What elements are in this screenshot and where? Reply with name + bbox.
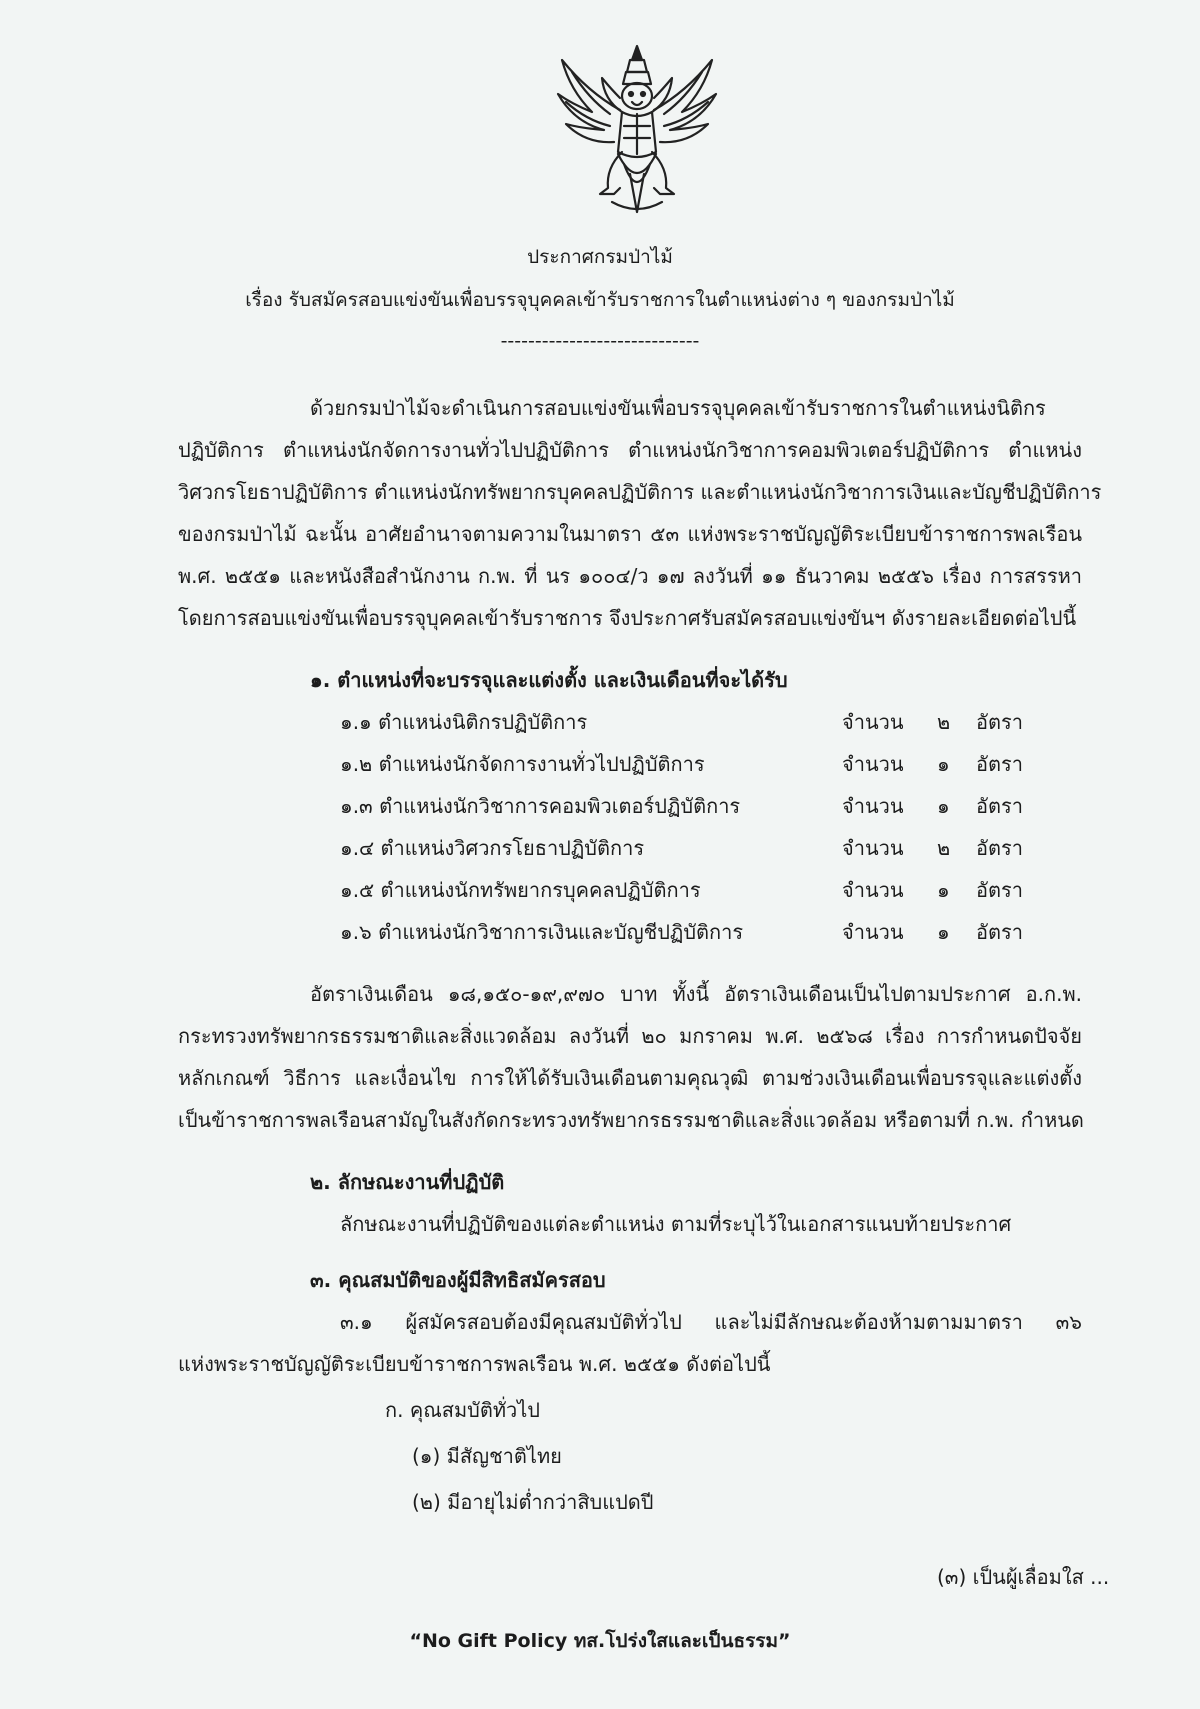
section-3-line: แห่งพระราชบัญญัติระเบียบข้าราชการพลเรือน พ.ศ. ๒๕๕๑ ดังต่อไปนี้ [178,1352,771,1376]
section-3-line: ๓.๑ ผู้สมัครสอบต้องมีคุณสมบัติทั่วไป และไม่มีลักษณะต้องห้ามตามมาตรา ๓๖ [340,1310,1082,1334]
position-rate: อัตรา [976,878,1023,902]
position-unit: จำนวน [842,710,904,734]
salary-line: กระทรวงทรัพยากรธรรมชาติและสิ่งแวดล้อม ลงวันที่ ๒๐ มกราคม พ.ศ. ๒๕๖๘ เรื่อง การกำหนดปัจจัย [178,1024,1082,1048]
intro-line: โดยการสอบแข่งขันเพื่อบรรจุบุคคลเข้ารับราชการ จึงประกาศรับสมัครสอบแข่งขันฯ ดังรายละเอียดต่อไปนี้ [178,606,1077,630]
garuda-emblem-icon [552,42,722,217]
position-row [340,874,1030,904]
section-3-heading: ๓. คุณสมบัติของผู้มีสิทธิสมัครสอบ [310,1268,606,1292]
title-divider: ----------------------------- [500,330,700,352]
section-2-heading: ๒. ลักษณะงานที่ปฏิบัติ [310,1170,505,1194]
intro-line: พ.ศ. ๒๕๕๑ และหนังสือสำนักงาน ก.พ. ที่ นร ๑๐๐๔/ว ๑๗ ลงวันที่ ๑๑ ธันวาคม ๒๕๕๖ เรื่อง การสรรหา [178,564,1082,588]
position-name: ๑.๒ ตำแหน่งนักจัดการงานทั่วไปปฏิบัติการ [340,752,705,776]
intro-line: วิศวกรโยธาปฏิบัติการ ตำแหน่งนักทรัพยากรบุคคลปฏิบัติการ และตำแหน่งนักวิชาการเงินและบัญชีปฏิบัติการ [178,480,1102,504]
position-count: ๑ [937,794,950,818]
intro-line: ด้วยกรมป่าไม้จะดำเนินการสอบแข่งขันเพื่อบรรจุบุคคลเข้ารับราชการในตำแหน่งนิติกร [310,396,1046,420]
section-2-text: ลักษณะงานที่ปฏิบัติของแต่ละตำแหน่ง ตามที่ระบุไว้ในเอกสารแนบท้ายประกาศ [340,1212,1012,1236]
position-rate: อัตรา [976,710,1023,734]
position-count: ๑ [937,920,950,944]
position-rate: อัตรา [976,836,1023,860]
position-row [340,916,1030,946]
continuation-text: (๓) เป็นผู้เลื่อมใส ... [937,1565,1110,1589]
qualification-item: (๑) มีสัญชาติไทย [412,1444,562,1468]
position-name: ๑.๔ ตำแหน่งวิศวกรโยธาปฏิบัติการ [340,836,645,860]
position-count: ๒ [937,836,951,860]
section-1-heading: ๑. ตำแหน่งที่จะบรรจุและแต่งตั้ง และเงินเดือนที่จะได้รับ [310,668,788,692]
position-unit: จำนวน [842,752,904,776]
position-row [340,790,1030,820]
position-name: ๑.๑ ตำแหน่งนิติกรปฏิบัติการ [340,710,588,734]
footer-slogan: “No Gift Policy ทส.โปร่งใสและเป็นธรรม” [409,1630,791,1652]
position-name: ๑.๕ ตำแหน่งนักทรัพยากรบุคคลปฏิบัติการ [340,878,701,902]
announcement-title: ประกาศกรมป่าไม้ [527,246,673,268]
position-rate: อัตรา [976,920,1023,944]
salary-line: เป็นข้าราชการพลเรือนสามัญในสังกัดกระทรวงทรัพยากรธรรมชาติและสิ่งแวดล้อม หรือตามที่ ก.พ. กำหนด [178,1108,1084,1132]
position-name: ๑.๓ ตำแหน่งนักวิชาการคอมพิวเตอร์ปฏิบัติการ [340,794,741,818]
position-count: ๑ [937,752,950,776]
announcement-subject: เรื่อง รับสมัครสอบแข่งขันเพื่อบรรจุบุคคลเข้ารับราชการในตำแหน่งต่าง ๆ ของกรมป่าไม้ [245,289,955,311]
position-row [340,748,1030,778]
qualification-item: (๒) มีอายุไม่ต่ำกว่าสิบแปดปี [412,1490,654,1514]
salary-line: หลักเกณฑ์ วิธีการ และเงื่อนไข การให้ได้รับเงินเดือนตามคุณวุฒิ ตามช่วงเงินเดือนเพื่อบรรจุและแต่งตั้ง [178,1066,1082,1090]
position-row [340,706,1030,736]
position-unit: จำนวน [842,794,904,818]
intro-line: ปฏิบัติการ ตำแหน่งนักจัดการงานทั่วไปปฏิบัติการ ตำแหน่งนักวิชาการคอมพิวเตอร์ปฏิบัติการ ตำแหน่ง [178,438,1082,462]
position-row [340,832,1030,862]
position-name: ๑.๖ ตำแหน่งนักวิชาการเงินและบัญชีปฏิบัติการ [340,920,744,944]
position-unit: จำนวน [842,920,904,944]
position-rate: อัตรา [976,752,1023,776]
salary-line: อัตราเงินเดือน ๑๘,๑๕๐-๑๙,๙๗๐ บาท ทั้งนี้ อัตราเงินเดือนเป็นไปตามประกาศ อ.ก.พ. [310,982,1082,1006]
position-rate: อัตรา [976,794,1023,818]
intro-line: ของกรมป่าไม้ ฉะนั้น อาศัยอำนาจตามความในมาตรา ๕๓ แห่งพระราชบัญญัติระเบียบข้าราชการพลเรือน [178,522,1082,546]
position-unit: จำนวน [842,836,904,860]
qualification-subheading: ก. คุณสมบัติทั่วไป [385,1398,540,1422]
position-count: ๑ [937,878,950,902]
position-count: ๒ [937,710,951,734]
position-unit: จำนวน [842,878,904,902]
